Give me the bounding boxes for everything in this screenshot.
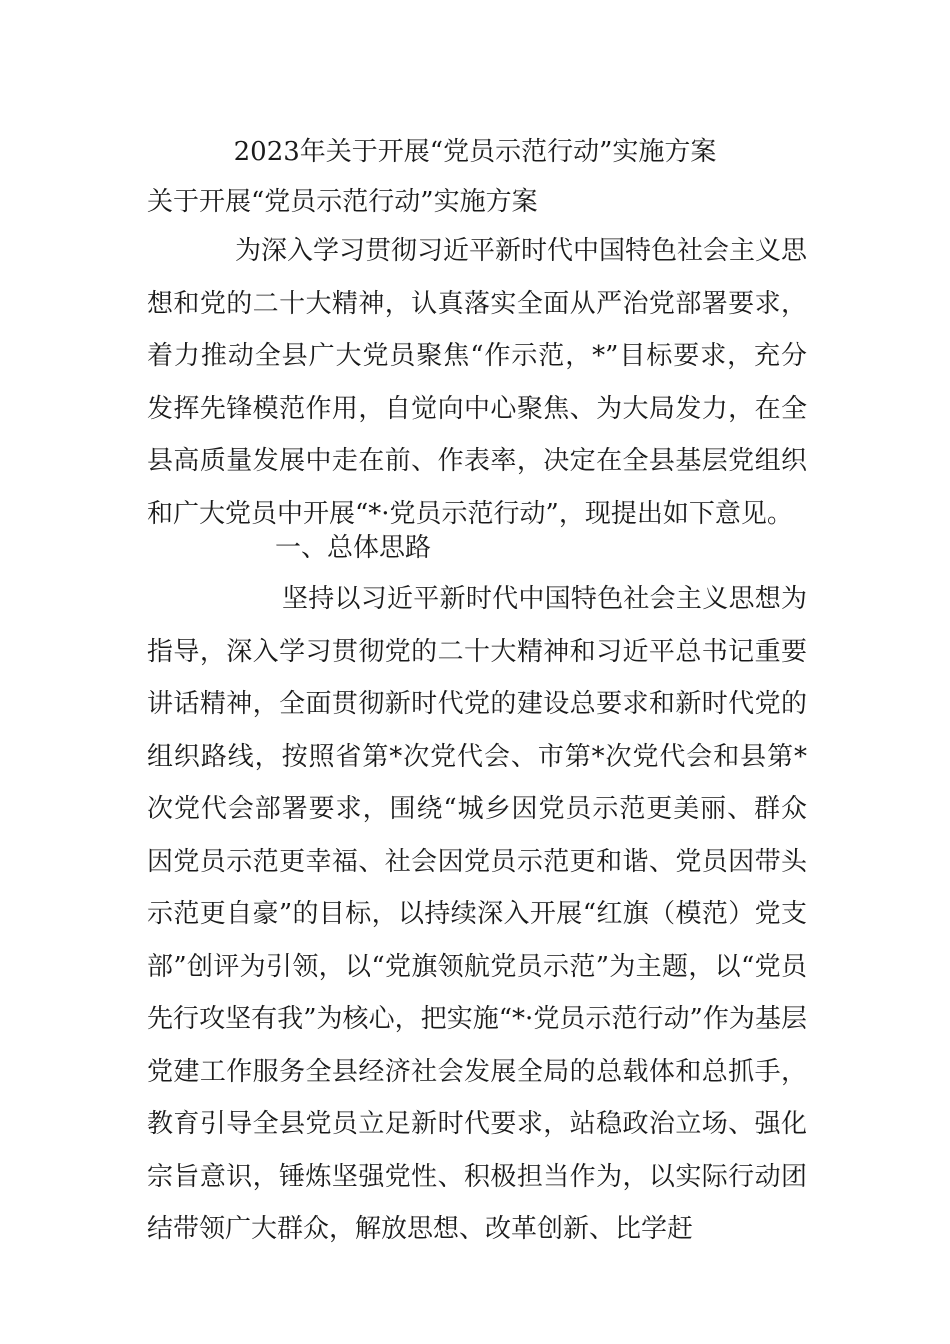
paragraph-intro: 为深入学习贯彻习近平新时代中国特色社会主义思想和党的二十大精神，认真落实全面从严治党部署要求，着力推动全县广大党员聚焦“作示范，*”目标要求，充分发挥先锋模范作用，自觉向中心聚焦、为大局发力，在全县高质量发展中走在前、作表率，决定在全县基层党组织和广大党员中开展“*·党员示范行动”，现提出如下意见。 [147,236,808,529]
document-subtitle: 关于开展“党员示范行动”实施方案 [147,187,538,217]
paragraph-overall-approach: 坚持以习近平新时代中国特色社会主义思想为指导，深入学习贯彻党的二十大精神和习近平总书记重要讲话精神，全面贯彻新时代党的建设总要求和新时代党的组织路线，按照省第*次党代会、市第*次党代会和县第*次党代会部署要求，围绕“城乡因党员示范更美丽、群众因党员示范更幸福、社会因党员示范更和谐、党员因带头示范更自豪”的目标，以持续深入开展“红旗（模范）党支部”创评为引领，以“党旗领航党员示范”为主题，以“党员先行攻坚有我”为核心，把实施“*·党员示范行动”作为基层党建工作服务全县经济社会发展全局的总载体和总抓手，教育引导全县党员立足新时代要求，站稳政治立场、强化宗旨意识，锤炼坚强党性、积极担当作为，以实际行动团结带领广大群众，解放思想、改革创新、比学赶 [147,584,807,1244]
document-title: 2023年关于开展“党员示范行动”实施方案 [233,137,717,167]
section-heading-overall-approach: 一、总体思路 [275,533,432,563]
